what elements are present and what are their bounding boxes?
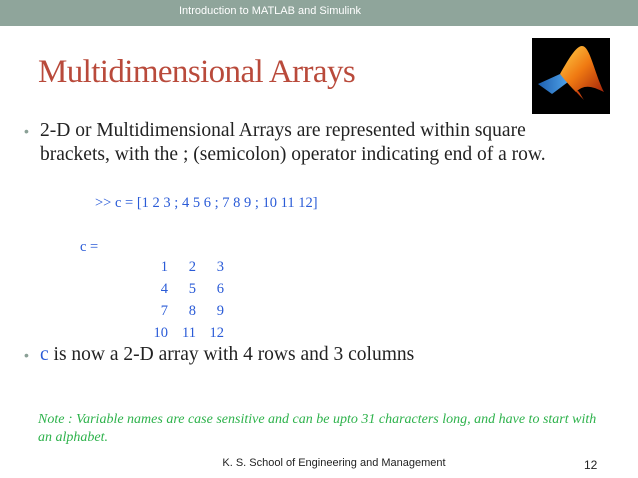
matrix-cell: 12 xyxy=(209,325,224,341)
matrix-cell: 1 xyxy=(160,259,168,275)
matrix-cell: 3 xyxy=(216,259,224,275)
matrix-row xyxy=(140,303,224,325)
matrix-cell: 2 xyxy=(188,259,196,275)
code-command: >> c = [1 2 3 ; 4 5 6 ; 7 8 9 ; 10 11 12] xyxy=(95,195,318,211)
header-bar xyxy=(0,0,638,26)
bullet-2 xyxy=(24,343,614,369)
slide-title: Multidimensional Arrays xyxy=(38,54,356,90)
page-number: 12 xyxy=(584,458,598,472)
matrix-row xyxy=(140,281,224,303)
header-title: Introduction to MATLAB and Simulink xyxy=(179,5,361,17)
bullet-2-text: is now a 2-D array with 4 rows and 3 columns xyxy=(48,344,415,365)
matrix-cell: 4 xyxy=(160,281,168,297)
matrix-cell: 8 xyxy=(188,303,196,319)
note-text: Note : Variable names are case sensitive and can be upto 31 characters long, and have to start with an alphabet. xyxy=(38,412,597,445)
matrix-cell: 9 xyxy=(216,303,224,319)
matlab-membrane-logo-icon xyxy=(532,38,610,114)
bullet-1-text: 2-D or Multidimensional Arrays are represented within square brackets, with the ; (semicolon) operator indicating end of a row. xyxy=(40,120,546,165)
matrix-cell: 7 xyxy=(160,303,168,319)
matrix-cell: 11 xyxy=(182,325,196,341)
bullet-2-marker: • xyxy=(24,347,29,363)
result-matrix xyxy=(140,259,224,347)
bullet-1-marker: • xyxy=(24,123,29,139)
bullet-1 xyxy=(24,119,614,195)
matrix-cell: 5 xyxy=(188,281,196,297)
bullet-2-text-wrap xyxy=(40,343,414,367)
matrix-row xyxy=(140,259,224,281)
variable-name: c xyxy=(40,344,49,365)
footer-institution: K. S. School of Engineering and Management xyxy=(222,457,446,469)
matrix-cell: 10 xyxy=(153,325,168,341)
matrix-cell: 6 xyxy=(216,281,224,297)
result-label: c = xyxy=(80,239,99,255)
